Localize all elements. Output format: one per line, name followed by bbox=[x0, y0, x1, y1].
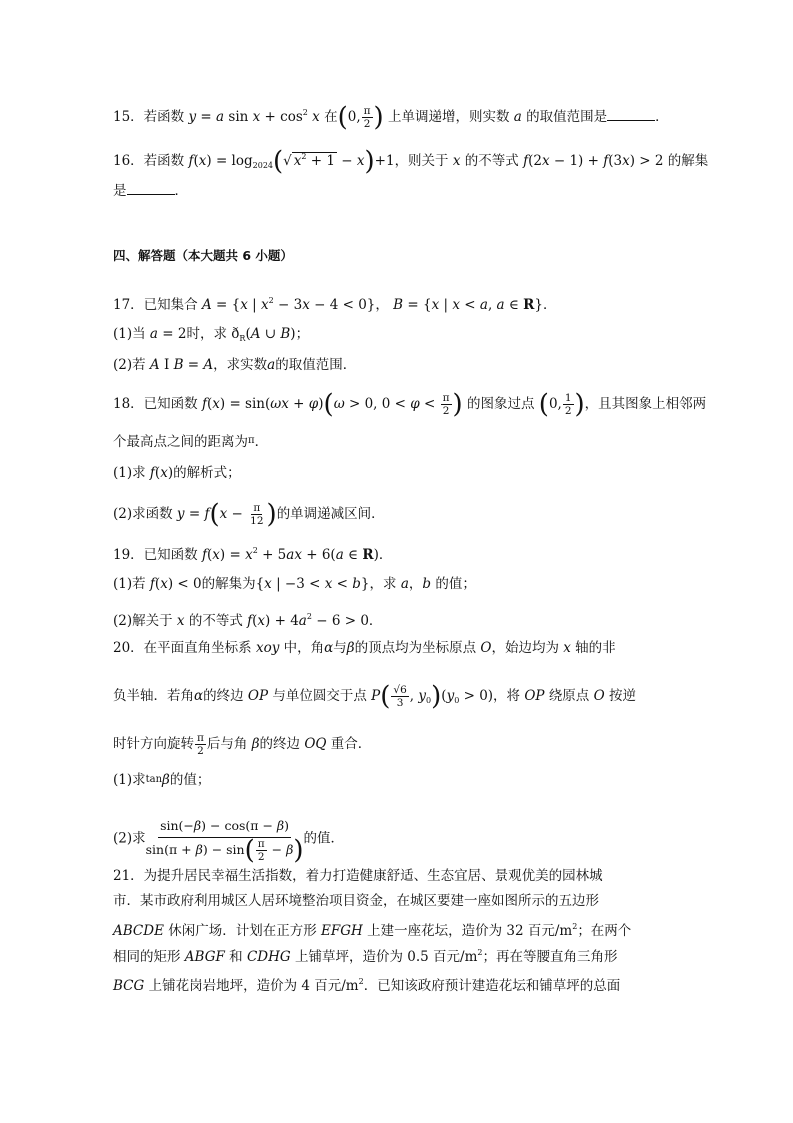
q20-text: 的顶点均为坐标原点 bbox=[354, 640, 481, 656]
answer-blank[interactable] bbox=[607, 108, 655, 121]
q17-text: ； bbox=[295, 326, 310, 342]
q17-text: ． bbox=[543, 297, 557, 313]
question-20: 20．在平面直角坐标系 xoy 中，角α与β的顶点均为坐标原点 O，始边均为 x 轴的非 bbox=[113, 640, 616, 656]
q21-text: 上铺花岗岩地坪，造价为 4 百元/m bbox=[144, 978, 359, 994]
q15-func: y bbox=[188, 109, 197, 125]
q15-text: 15．若函数 bbox=[113, 109, 189, 125]
q18-text: 的单调递减区间． bbox=[276, 506, 385, 522]
q19-text: 19．已知函数 bbox=[113, 547, 202, 563]
q18-text: 个最高点之间的距离为 bbox=[113, 434, 248, 450]
q17-text: ， bbox=[375, 297, 389, 313]
q21-text: 上铺草坪，造价为 0.5 百元/m bbox=[290, 949, 478, 965]
question-18: 18．已知函数 f(x) = sin(ωx + φ)(ω > 0, 0 < φ < $\frac{\pi}{2}$ ) 的图象过点 (0, $\frac{1}{2}$ )，且其图象上相邻两 bbox=[113, 389, 707, 420]
q18-text: ，且其图象上相邻两 bbox=[584, 396, 707, 412]
question-17: 17．已知集合 A = {x | $x^2 - 3x - 4 < 0$}， B = {x | x < a, a ∈ R}． bbox=[113, 296, 557, 313]
question-21-line3: ABCDE 休闲广场．计划在正方形 EFGH 上建一座花坛，造价为 32 百元$/m^2$；在两个 bbox=[113, 922, 632, 939]
answer-blank[interactable] bbox=[127, 182, 175, 195]
q19-text: ，求 bbox=[369, 576, 401, 592]
q15-text: ． bbox=[655, 109, 669, 125]
q20-text: (1)求 bbox=[113, 772, 146, 788]
q19-text: 的不等式 bbox=[184, 613, 248, 629]
q16-text: 的解集 bbox=[663, 153, 709, 169]
section-heading: 四、解答题（本大题共 6 小题） bbox=[113, 248, 293, 263]
q16-text: 的不等式 bbox=[460, 153, 524, 169]
q20-text: 绕原点 bbox=[544, 688, 594, 704]
fraction: sin(−β) − cos(π − β) sin(π + β) − sin( $\frac{\pi}{2}$ − β) bbox=[146, 815, 304, 863]
q17-text: (1)当 bbox=[113, 326, 150, 342]
question-20-part1: (1)求tanβ的值； bbox=[113, 772, 211, 788]
q18-text: 的解析式； bbox=[173, 465, 241, 481]
q21-text: ABCDE bbox=[113, 923, 164, 939]
q16-text: 16．若函数 bbox=[113, 153, 189, 169]
q21-text: ；再在等腰直角三角形 bbox=[482, 949, 618, 965]
q20-text: ，将 bbox=[493, 688, 525, 704]
question-21-line5: BCG 上铺花岗岩地坪，造价为 4 百元$/m^2$．已知该政府预计建造花坛和铺草坪的总面 bbox=[113, 977, 621, 994]
q16-text: ，则关于 bbox=[394, 153, 453, 169]
q20-text: 按逆 bbox=[604, 688, 636, 704]
q21-text: ；在两个 bbox=[577, 923, 632, 939]
q18-text: (1)求 bbox=[113, 465, 150, 481]
q18-text: (2)求函数 bbox=[113, 506, 177, 522]
q20-text: 中，角 bbox=[279, 640, 325, 656]
question-16: 16．若函数 $f(x) = \log_{2024}(√$ $x^2 + 1 - x)+1$，则关于 x 的不等式 f(2x − 1) + f(3x) > 2 的解集 bbox=[113, 146, 709, 177]
q20-text: 的值； bbox=[169, 772, 211, 788]
q18-text: 18．已知函数 bbox=[113, 396, 202, 412]
q21-text: 休闲广场．计划在正方形 bbox=[163, 923, 322, 939]
q15-text: 上单调递增，则实数 bbox=[383, 109, 514, 125]
question-18-part1: (1)求 f(x)的解析式； bbox=[113, 465, 241, 481]
q19-text: ． bbox=[378, 547, 393, 563]
q20-text: 负半轴．若角 bbox=[113, 688, 194, 704]
q20-text: 20．在平面直角坐标系 bbox=[113, 640, 256, 656]
q17-text: 17．已知集合 bbox=[113, 297, 202, 313]
q20-text: 的终边 bbox=[259, 736, 305, 752]
q17-text: 的取值范围． bbox=[275, 357, 357, 373]
q19-text: 的解集为 bbox=[201, 576, 256, 592]
question-20-part2 bbox=[113, 815, 344, 866]
question-19-part2: (2)解关于 x 的不等式 $f(x) + 4a^2 - 6 > 0$． bbox=[113, 612, 383, 629]
q20-text: 后与角 bbox=[206, 736, 252, 752]
question-17-part1: (1)当 a = 2时，求 $ð_R(A$ ∪ B)； bbox=[113, 326, 310, 343]
question-20-line2: 负半轴．若角α的终边 OP 与单位圆交于点 P( $\frac{√6}{3}$ , $y_0)(y_0 > 0)$，将 OP 绕原点 O 按逆 bbox=[113, 681, 636, 712]
question-21-line2: 市．某市政府利用城区人居环境整治项目资金，在城区要建一座如图所示的五边形 bbox=[113, 893, 599, 909]
q21-text: 和 bbox=[224, 949, 247, 965]
q18-text: ． bbox=[254, 434, 269, 450]
q21-text: 相同的矩形 bbox=[113, 949, 185, 965]
question-20-line3: 时针方向旋转 $\frac{\pi}{2}$ 后与角 β的终边 OQ 重合． bbox=[113, 732, 372, 757]
q19-text: ． bbox=[368, 613, 383, 629]
question-19-part1: (1)若 f(x) < 0的解集为{x | −3 < x < b}，求 a，b 的值； bbox=[113, 576, 476, 592]
q20-text: 的终边 bbox=[203, 688, 248, 704]
q19-text: ， bbox=[408, 576, 423, 592]
q19-text: (2)解关于 bbox=[113, 613, 177, 629]
q20-text: 轴的非 bbox=[570, 640, 616, 656]
q20-text: 与单位圆交于点 bbox=[268, 688, 372, 704]
question-21-line4: 相同的矩形 ABGF 和 CDHG 上铺草坪，造价为 0.5 百元$/m^2$；再在等腰直角三角形 bbox=[113, 948, 618, 965]
q16-text: ． bbox=[174, 183, 188, 199]
fraction: $\frac{\pi}{2}$ bbox=[363, 105, 371, 130]
q21-text: ．已知该政府预计建造花坛和铺草坪的总面 bbox=[363, 978, 621, 994]
question-18-part2: (2)求函数 y = f(x − $\frac{\pi}{12}$ )的单调递减区间． bbox=[113, 499, 385, 530]
q20-text: 重合． bbox=[326, 736, 372, 752]
q16-text: 是 bbox=[113, 183, 127, 199]
question-19: 19．已知函数 $f(x) = x^2 + 5ax + 6(a$ ∈ R)． bbox=[113, 546, 393, 563]
q17-text: (2)若 bbox=[113, 357, 150, 373]
q15-text: 的取值范围是 bbox=[521, 109, 608, 125]
q17-text: ，求实数 bbox=[213, 357, 268, 373]
q20-text: ，始边均为 bbox=[491, 640, 564, 656]
q21-text: CDHG bbox=[246, 949, 291, 965]
q21-text: EFGH bbox=[321, 923, 363, 939]
question-18-line2: 个最高点之间的距离为$^\pi$． bbox=[113, 434, 269, 450]
question-16-line2 bbox=[113, 181, 188, 201]
q20-text: 与 bbox=[333, 640, 347, 656]
q18-text: 的图象过点 bbox=[462, 396, 539, 412]
question-21: 21．为提升居民幸福生活指数，着力打造健康舒适、生态宜居、景观优美的园林城 bbox=[113, 868, 603, 884]
q20-text: 的值． bbox=[303, 830, 344, 847]
q21-text: 上建一座花坛，造价为 32 百元/m bbox=[362, 923, 573, 939]
q19-text: 的值； bbox=[431, 576, 476, 592]
q21-text: BCG bbox=[113, 978, 145, 994]
q20-text: (2)求 bbox=[113, 830, 146, 847]
q21-text: ABGF bbox=[184, 949, 225, 965]
question-17-part2: (2)若 A I B = A，求实数a的取值范围． bbox=[113, 357, 357, 373]
question-15: 15．若函数 y = a $\sin x + \cos^2 x$ 在(0, $\frac{\pi}{2}$ ) 上单调递增，则实数 a 的取值范围是 ． bbox=[113, 102, 669, 133]
q19-text: (1)若 bbox=[113, 576, 150, 592]
q20-text: 时针方向旋转 bbox=[113, 736, 194, 752]
q17-text: 时，求 bbox=[186, 326, 232, 342]
